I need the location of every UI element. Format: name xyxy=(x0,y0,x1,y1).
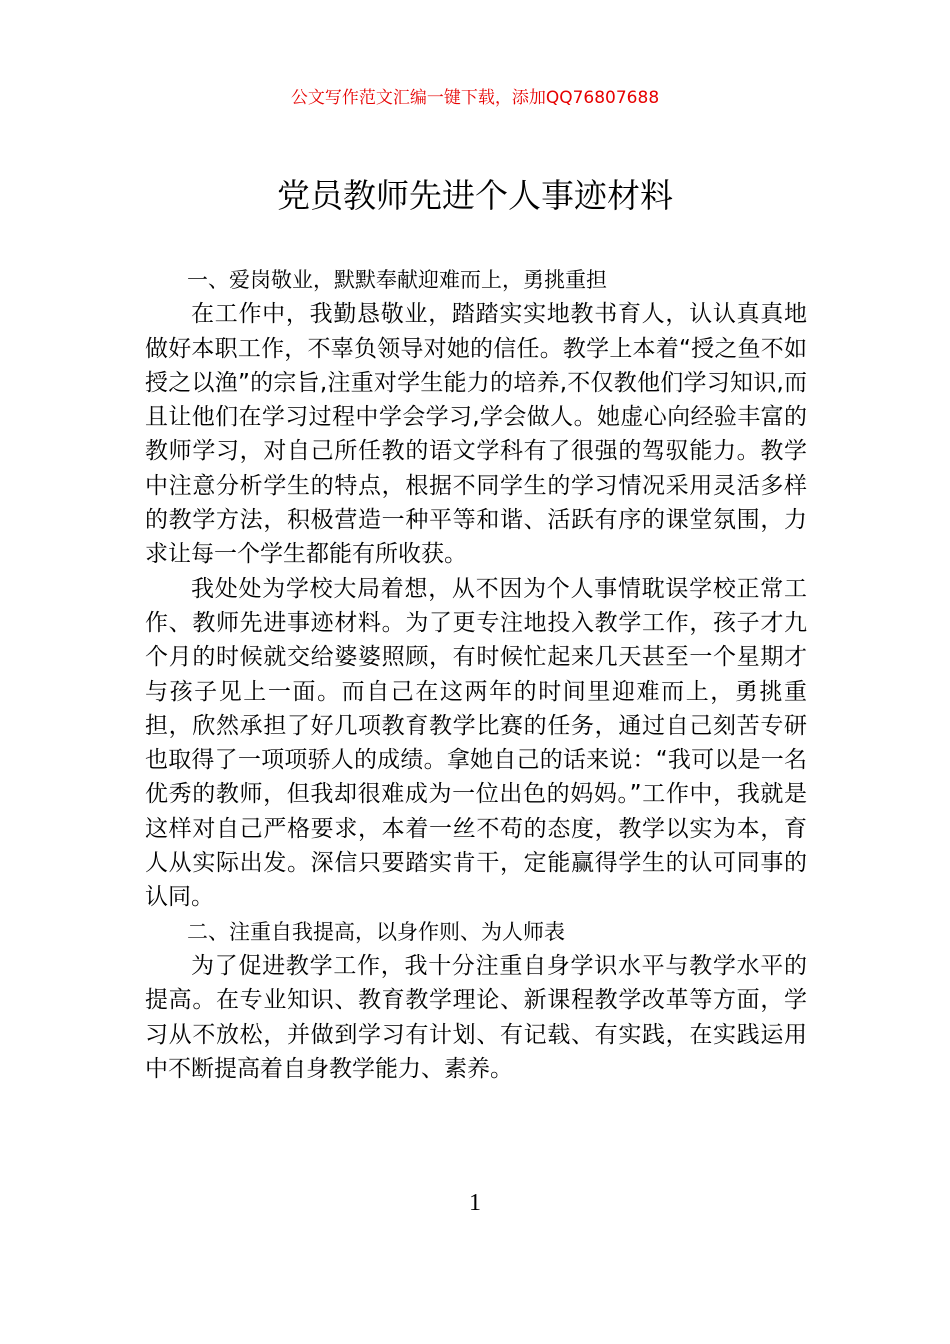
document-body xyxy=(145,263,807,1086)
paragraph-2: 我处处为学校大局着想，从不因为个人事情耽误学校正常工作、教师先进事迹材料。为了更专注地投入教学工作，孩子才九个月的时候就交给婆婆照顾，有时候忙起来几天甚至一个星期才与孩子见上一面。而自己在这两年的时间里迎难而上，勇挑重担，欣然承担了好几项教育教学比赛的任务，通过自己刻苦专研也取得了一项项骄人的成绩。拿她自己的话来说：“我可以是一名优秀的教师，但我却很难成为一位出色的妈妈。”工作中，我就是这样对自己严格要求，本着一丝不苟的态度，教学以实为本，育人从实际出发。深信只要踏实肯干，定能赢得学生的认可同事的认同。 xyxy=(145,575,807,911)
page-number: 1 xyxy=(469,1190,481,1216)
section-heading-1: 一、爱岗敬业，默默奉献迎难而上，勇挑重担 xyxy=(187,268,607,292)
paragraph-3: 为了促进教学工作，我十分注重自身学识水平与教学水平的提高。在专业知识、教育教学理论、新课程教学改革等方面，学习从不放松，并做到学习有计划、有记载、有实践，在实践运用中不断提高着自身教学能力、素养。 xyxy=(145,952,807,1082)
section-heading-2: 二、注重自我提高，以身作则、为人师表 xyxy=(187,919,565,944)
paragraph-1: 在工作中，我勤恳敬业，踏踏实实地教书育人，认认真真地做好本职工作，不辜负领导对她的信任。教学上本着“授之鱼不如授之以渔”的宗旨,注重对学生能力的培养,不仅教他们学习知识,而且让他们在学习过程中学会学习,学会做人。她虚心向经验丰富的教师学习，对自己所任教的语文学科有了很强的驾驭能力。教学中注意分析学生的特点，根据不同学生的学习情况采用灵活多样的教学方法，积极营造一种平等和谐、活跃有序的课堂氛围，力求让每一个学生都能有所收获。 xyxy=(145,301,807,568)
header-banner: 公文写作范文汇编一键下载，添加QQ76807688 xyxy=(290,88,660,108)
document-title: 党员教师先进个人事迹材料 xyxy=(277,176,673,215)
